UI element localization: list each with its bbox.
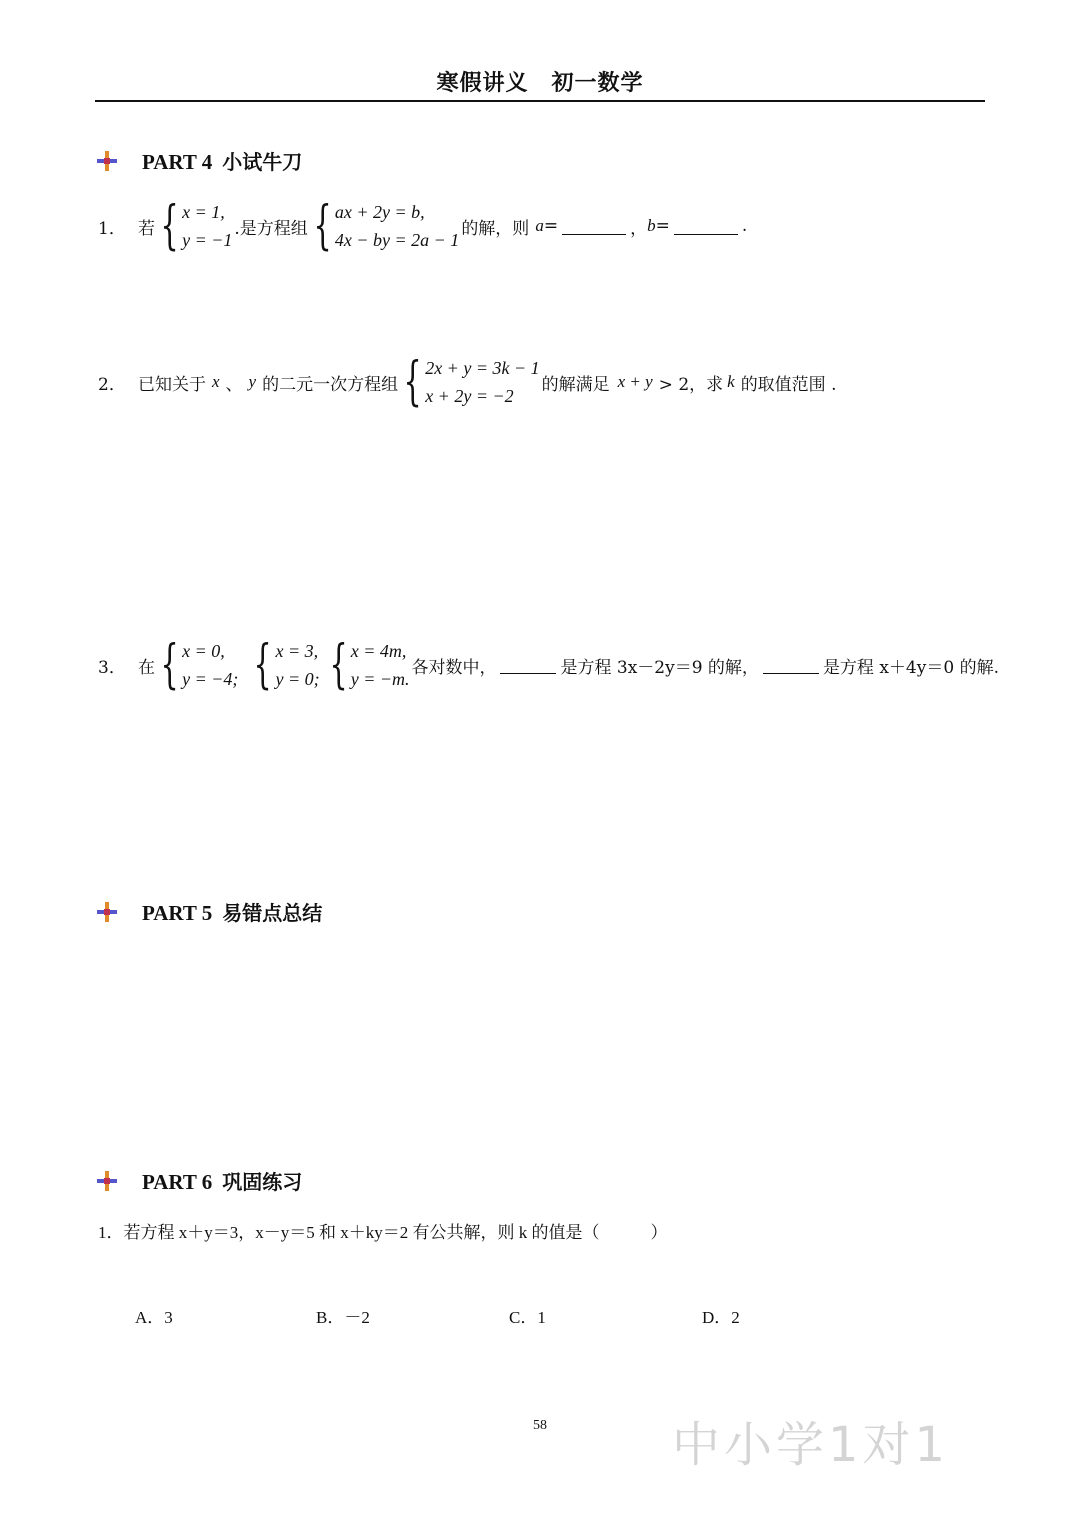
question-number: 3． bbox=[98, 657, 126, 678]
answer-blank-b[interactable] bbox=[674, 218, 738, 235]
section-bullet-icon bbox=[97, 151, 117, 171]
section-title bbox=[142, 897, 322, 926]
equation-line: 2x + y = 3k − 1 bbox=[425, 358, 540, 378]
equation-system bbox=[250, 637, 319, 693]
section-part6 bbox=[0, 1166, 302, 1195]
question-text: 各对数中， bbox=[411, 657, 497, 678]
brace-icon: { bbox=[253, 635, 273, 695]
brace-icon: { bbox=[313, 196, 332, 256]
header-rule bbox=[95, 100, 985, 102]
equation-line: y = 0; bbox=[275, 669, 320, 689]
page-number: 58 bbox=[533, 1418, 547, 1433]
section-part5 bbox=[0, 897, 322, 926]
equation-system bbox=[310, 198, 460, 254]
condition-text: > 2，求 bbox=[658, 374, 724, 395]
equation-system bbox=[326, 637, 410, 693]
period: . bbox=[741, 216, 748, 236]
equation-line: x = 0, bbox=[182, 641, 225, 661]
question-text: 的解满足 bbox=[541, 374, 610, 395]
option-b[interactable]: B．－2 bbox=[316, 1308, 370, 1327]
equation-system bbox=[157, 198, 232, 254]
equation-line: y = −1 bbox=[182, 230, 233, 250]
answer-blank-1[interactable] bbox=[500, 657, 556, 674]
section-part-name: 巩固练习 bbox=[222, 1170, 303, 1194]
option-d[interactable]: D．2 bbox=[702, 1308, 740, 1327]
answer-blank-2[interactable] bbox=[763, 657, 819, 674]
question-3 bbox=[98, 637, 999, 693]
brace-icon: { bbox=[160, 635, 179, 695]
dot-mark: · bbox=[234, 224, 240, 244]
section-part-label: PART 4 bbox=[142, 150, 213, 174]
question-text: 的二元一次方程组 bbox=[262, 374, 399, 395]
page-header-title: 寒假讲义 初一数学 bbox=[436, 71, 644, 96]
brace-icon: { bbox=[160, 196, 179, 256]
equals-sign: = bbox=[655, 216, 670, 236]
equation-line: x = 4m, bbox=[350, 641, 407, 661]
comma: ， bbox=[630, 218, 648, 239]
equation-system bbox=[400, 354, 540, 410]
brace-icon: { bbox=[403, 352, 422, 412]
option-c[interactable]: C．1 bbox=[509, 1308, 546, 1327]
answer-blank-a[interactable] bbox=[562, 218, 626, 235]
variable-k: k bbox=[727, 372, 735, 391]
question-text: 在 bbox=[138, 657, 155, 678]
equation-line: x + 2y = −2 bbox=[425, 386, 514, 406]
equation-system bbox=[157, 637, 238, 693]
variable-b: b bbox=[647, 216, 656, 235]
section-part-label: PART 6 bbox=[142, 1170, 213, 1194]
section-bullet-icon bbox=[97, 1171, 117, 1191]
practice-question-1: 1．若方程 x＋y＝3，x－y＝5 和 x＋ky＝2 有公共解，则 k 的值是（ ） bbox=[98, 1223, 668, 1242]
section-title bbox=[142, 146, 302, 175]
equation-line: ax + 2y = b, bbox=[334, 202, 425, 222]
question-1 bbox=[98, 198, 747, 254]
equation-line: y = −m. bbox=[350, 669, 410, 689]
question-2 bbox=[98, 354, 837, 410]
equation-line: y = −4; bbox=[182, 669, 239, 689]
variable-x: x bbox=[212, 372, 220, 391]
question-text: 若 bbox=[138, 218, 155, 239]
condition-expression: x + y bbox=[617, 372, 653, 391]
section-bullet-icon bbox=[97, 902, 117, 922]
question-number: 2． bbox=[98, 374, 126, 395]
section-part-label: PART 5 bbox=[142, 901, 213, 925]
question-number: 1． bbox=[98, 218, 126, 239]
question-text: 是方程 3x－2y＝9 的解， bbox=[560, 657, 759, 678]
option-a[interactable]: A．3 bbox=[135, 1308, 173, 1327]
question-text: 是方程 x＋4y＝0 的解. bbox=[822, 657, 999, 678]
equals-sign: = bbox=[543, 216, 559, 236]
section-part-name: 易错点总结 bbox=[222, 901, 323, 925]
section-title bbox=[142, 1166, 302, 1195]
question-text: 是方程组 bbox=[239, 218, 308, 239]
equation-line: 4x − by = 2a − 1 bbox=[334, 230, 460, 250]
brace-icon: { bbox=[329, 635, 348, 695]
question-text: 已知关于 bbox=[138, 374, 206, 395]
equation-line: x = 3, bbox=[275, 641, 319, 661]
variable-y: y bbox=[248, 372, 257, 391]
question-text: 的解，则 bbox=[461, 218, 530, 239]
section-part-name: 小试牛刀 bbox=[222, 150, 303, 174]
separator: 、 bbox=[225, 374, 243, 395]
variable-a: a bbox=[535, 216, 544, 235]
question-text: 的取值范围 . bbox=[740, 374, 837, 395]
section-part4 bbox=[0, 146, 302, 175]
equation-line: x = 1, bbox=[182, 202, 225, 222]
watermark: 中小学1对1 bbox=[672, 1417, 950, 1473]
